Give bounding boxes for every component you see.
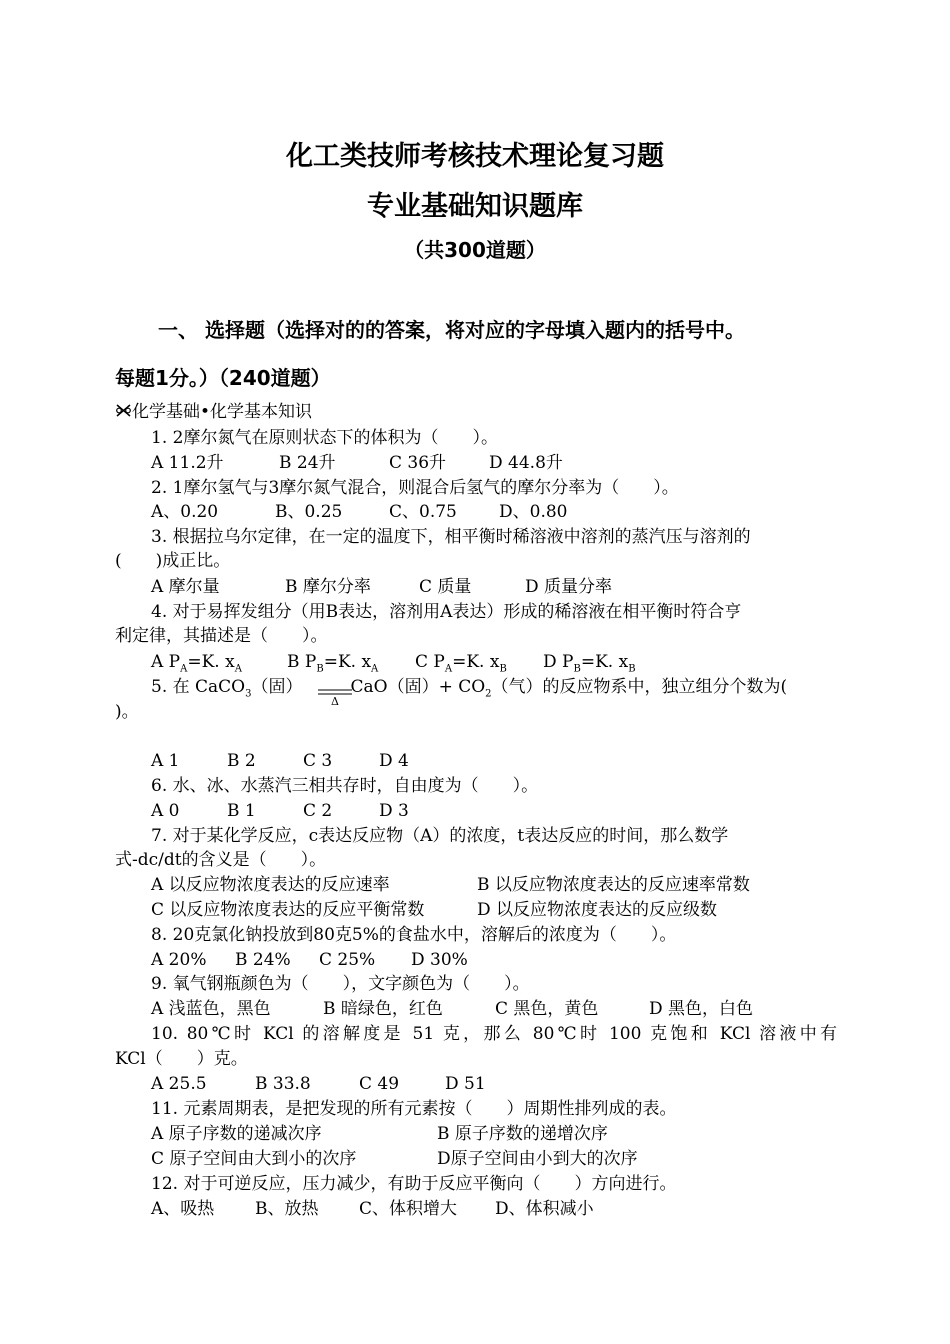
question-10-continued: KCl（ ）克。: [115, 1049, 248, 1069]
option-d: D、0.80: [499, 502, 568, 522]
option-a: A $P_A=K$. $x_A$: [151, 652, 242, 675]
reaction-equilibrium-arrow: [316, 684, 354, 706]
question-count: （共300道题）: [404, 238, 546, 262]
question-7-options-ab: [151, 873, 750, 897]
option-b: B、放热: [255, 1199, 319, 1219]
option-d: D 以反应物浓度表达的反应级数: [477, 900, 718, 920]
option-a: A 摩尔量: [151, 577, 220, 597]
option-d: D 44.8升: [489, 453, 563, 473]
question-11: 11. 元素周期表，是把发现的所有元素按（ ）周期性排列成的表。: [151, 1099, 677, 1119]
option-b: B、0.25: [275, 502, 343, 522]
option-c: C、体积增大: [359, 1199, 458, 1219]
option-b: B 以反应物浓度表达的反应速率常数: [477, 875, 750, 895]
question-10: 10. 80℃时 KCl 的溶解度是 51 克，那么 80℃时 100 克饱和 KCl 溶液中有: [151, 1024, 837, 1044]
option-a: A 25.5: [151, 1074, 207, 1094]
question-12-options: [151, 1197, 594, 1221]
heat-delta-label: Δ: [331, 695, 339, 706]
option-c: C 以反应物浓度表达的反应平衡常数: [151, 900, 425, 920]
option-c: C 3: [303, 751, 333, 771]
question-9-options: [151, 997, 753, 1021]
option-a: A、吸热: [151, 1199, 215, 1219]
option-a: A 1: [151, 751, 180, 771]
option-b: B 摩尔分率: [285, 577, 371, 597]
question-12: 12. 对于可逆反应，压力减少，有助于反应平衡向（ ）方向进行。: [151, 1174, 677, 1194]
option-b: B $P_B=K$. $x_A$: [287, 652, 379, 675]
section-heading-continued: 每题1分。）（240道题）: [115, 366, 331, 390]
question-3-continued: ( )成正比。: [115, 551, 231, 571]
question-5-continued: )。: [115, 702, 139, 722]
option-d: D原子空间由小到大的次序: [437, 1149, 638, 1169]
option-a: A 20%: [151, 950, 207, 970]
option-c: C 原子空间由大到小的次序: [151, 1149, 357, 1169]
category-line: [115, 400, 312, 424]
option-d: D $P_B=K$. $x_B$: [543, 652, 636, 675]
question-3: 3. 根据拉乌尔定律，在一定的温度下，相平衡时稀溶液中溶剂的蒸汽压与溶剂的: [151, 527, 751, 547]
option-d: D 51: [445, 1074, 486, 1094]
question-6-options: [151, 799, 409, 823]
question-8: 8. 20克氯化钠投放到80克5%的食盐水中，溶解后的浓度为（ ）。: [151, 925, 677, 945]
category-label: 化学基础•化学基本知识: [132, 402, 313, 422]
option-b: B 24升: [279, 453, 336, 473]
document-title: 化工类技师考核技术理论复习题: [286, 141, 664, 172]
option-a: A 11.2升: [151, 453, 224, 473]
option-b: B 1: [227, 801, 256, 821]
option-c: C 2: [303, 801, 333, 821]
option-c: C 黑色，黄色: [495, 999, 599, 1019]
option-b: B 33.8: [255, 1074, 311, 1094]
option-c: C 36升: [389, 453, 447, 473]
document-subtitle: 专业基础知识题库: [367, 191, 583, 222]
question-6: 6. 水、冰、水蒸汽三相共存时，自由度为（ ）。: [151, 776, 539, 796]
option-d: D 3: [379, 801, 409, 821]
option-a: A 浅蓝色，黑色: [151, 999, 271, 1019]
question-10-options: [151, 1072, 486, 1096]
option-a: A 0: [151, 801, 180, 821]
option-d: D 30%: [411, 950, 468, 970]
option-a: A 原子序数的递减次序: [151, 1124, 322, 1144]
option-d: D、体积减小: [495, 1199, 594, 1219]
option-b: B 24%: [235, 950, 291, 970]
question-7-continued: 式-dc/dt的含义是（ ）。: [115, 850, 327, 870]
option-c: C $P_A=K$. $x_B$: [415, 652, 507, 675]
question-4: 4. 对于易挥发组分（用B表达，溶剂用A表达）形成的稀溶液在相平衡时符合亨: [151, 602, 742, 622]
option-c: C、0.75: [389, 502, 457, 522]
option-c: C 25%: [319, 950, 376, 970]
option-c: C 49: [359, 1074, 400, 1094]
question-2: 2. 1摩尔氢气与3摩尔氮气混合，则混合后氢气的摩尔分率为（ ）。: [151, 478, 679, 498]
option-a: A、0.20: [151, 502, 219, 522]
question-1: 1. 2摩尔氮气在原则状态下的体积为（ ）。: [151, 428, 498, 448]
option-d: D 质量分率: [525, 577, 613, 597]
option-b: B 原子序数的递增次序: [437, 1124, 608, 1144]
question-9: 9. 氧气钢瓶颜色为（ ），文字颜色为（ ）。: [151, 974, 530, 994]
option-a: A 以反应物浓度表达的反应速率: [151, 875, 390, 895]
option-d: D 4: [379, 751, 409, 771]
question-2-options: [151, 500, 567, 524]
question-8-options: [151, 948, 468, 972]
question-7: 7. 对于某化学反应，c表达反应物（A）的浓度，t表达反应的时间，那么数学: [151, 826, 729, 846]
option-d: D 黑色，白色: [649, 999, 754, 1019]
question-4-continued: 利定律，其描述是（ ）。: [115, 626, 328, 646]
question-11-options-cd: [151, 1147, 638, 1171]
question-7-options-cd: [151, 898, 717, 922]
question-11-options-ab: [151, 1122, 608, 1146]
bullet-flower-icon: [115, 402, 132, 419]
section-heading: 一、 选择题（选择对的的答案，将对应的字母填入题内的括号中。: [158, 318, 745, 342]
question-1-options: [151, 451, 563, 475]
question-3-options: [151, 575, 612, 599]
option-c: C 质量: [419, 577, 472, 597]
option-b: B 暗绿色，红色: [323, 999, 443, 1019]
question-5: 5. 在 CaCO$_3$（固） CaO（固）+ $CO_2$（气）的反应物系中，独立组分个数为(: [151, 677, 788, 700]
option-b: B 2: [227, 751, 256, 771]
question-5-options: [151, 749, 409, 773]
